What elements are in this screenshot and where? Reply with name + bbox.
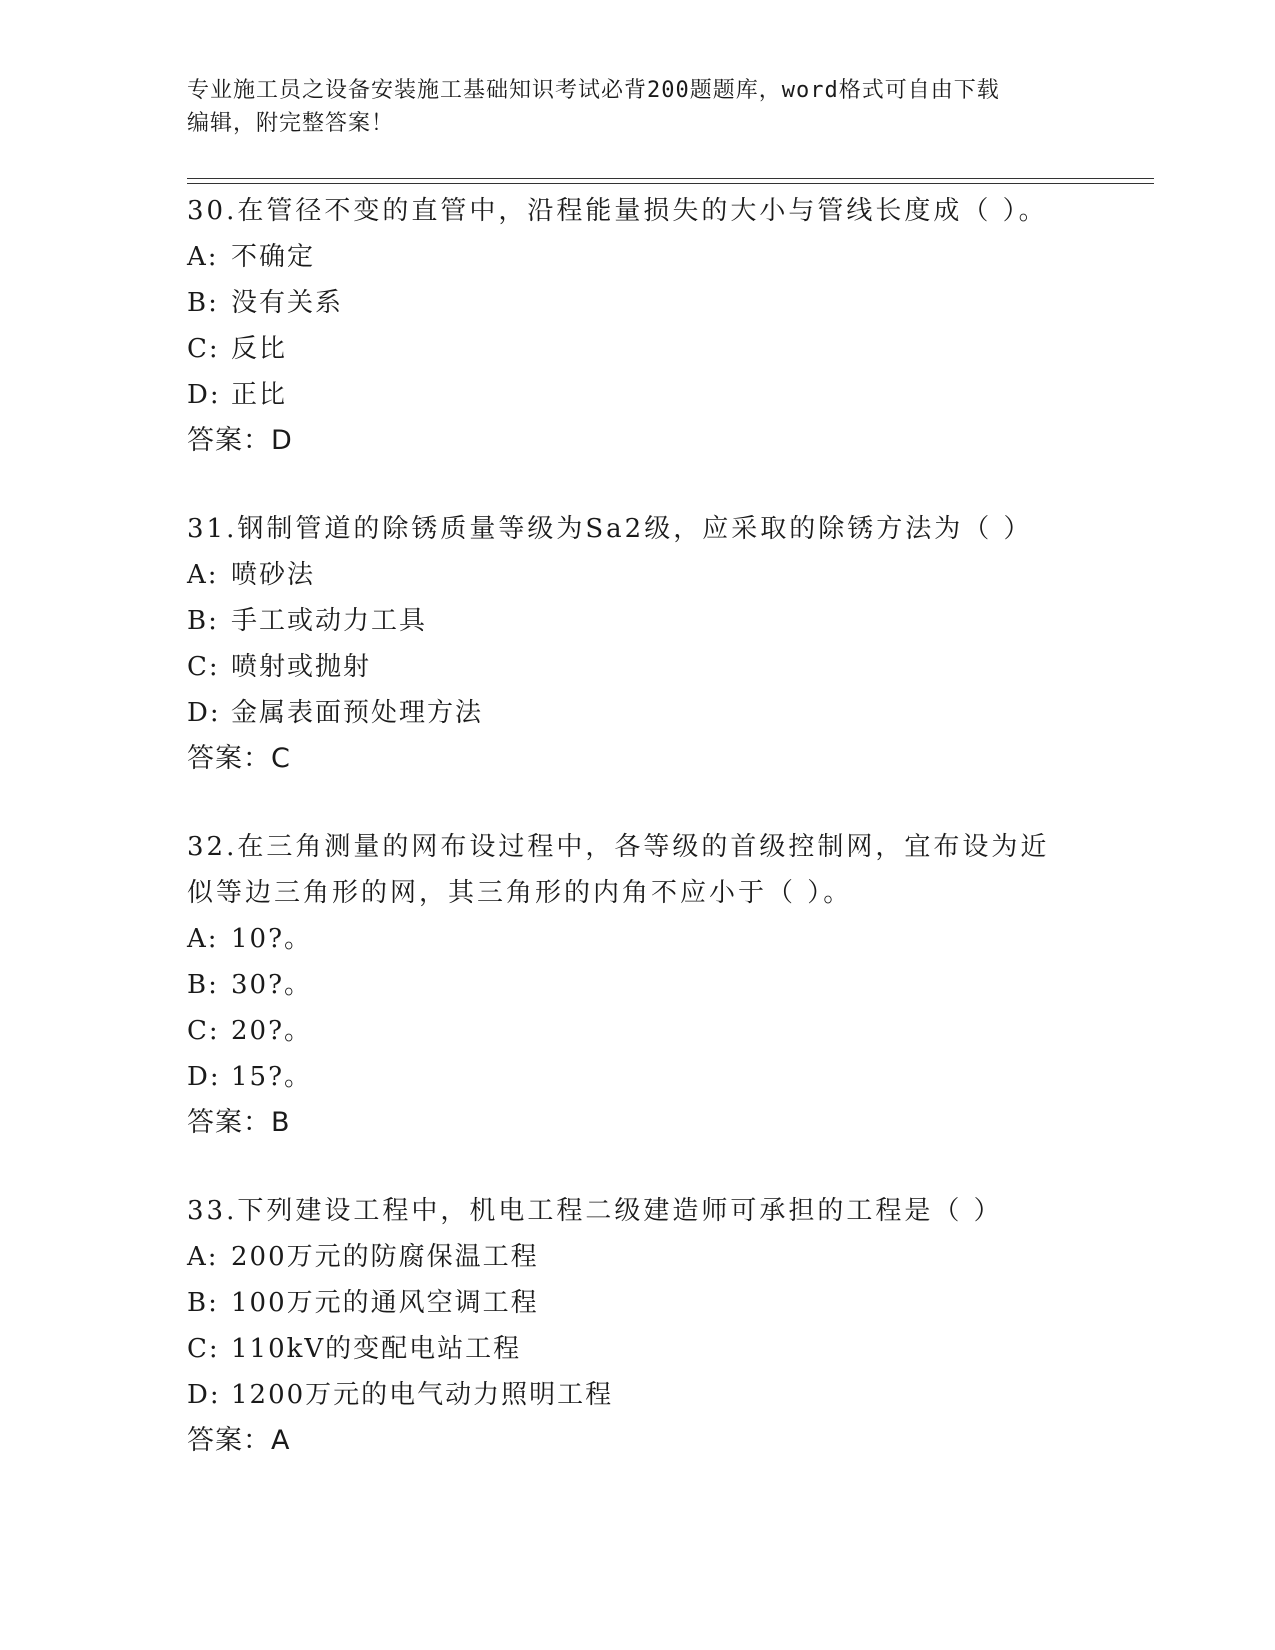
option-key: C: [187,652,220,682]
option-key: B: [187,970,219,1000]
answer-line: 答案：C [187,743,291,774]
option-text: 110kV的变配电站工程 [231,1334,522,1364]
option-text: 10?。 [231,924,313,954]
option-c [187,326,1087,372]
document-header [187,74,1067,140]
option-b [187,1280,1087,1326]
spacer [187,1146,1087,1188]
question-stem: 32.在三角测量的网布设过程中，各等级的首级控制网，宜布设为近似等边三角形的网，其三角形的内角不应小于（ ）。 [187,832,1050,908]
spacer [187,464,1087,506]
option-text: 没有关系 [231,288,344,318]
option-d [187,1372,1087,1418]
answer-line: 答案：A [187,1425,291,1456]
question-stem: 30.在管径不变的直管中，沿程能量损失的大小与管线长度成（ ）。 [187,196,1048,226]
option-key: A: [187,560,219,590]
spacer [187,782,1087,824]
option-c [187,644,1087,690]
option-a [187,234,1087,280]
option-key: B: [187,606,219,636]
question-stem: 31.钢制管道的除锈质量等级为Sa2级，应采取的除锈方法为（ ） [187,514,1033,544]
option-key: D: [187,1380,221,1410]
option-text: 200万元的防腐保温工程 [231,1242,539,1272]
option-a [187,1234,1087,1280]
option-key: D: [187,380,221,410]
question-list [187,188,1087,1464]
question-30 [187,188,1087,464]
option-key: A: [187,924,219,954]
option-text: 金属表面预处理方法 [231,698,484,728]
option-text: 不确定 [231,242,316,272]
option-b [187,962,1087,1008]
option-d [187,1054,1087,1100]
question-33 [187,1188,1087,1464]
option-text: 手工或动力工具 [231,606,428,636]
header-divider-bottom [187,183,1154,184]
question-31 [187,506,1087,782]
question-stem: 33.下列建设工程中，机电工程二级建造师可承担的工程是（ ） [187,1196,1003,1226]
option-text: 20?。 [231,1016,313,1046]
option-key: C: [187,1334,220,1364]
option-b [187,280,1087,326]
option-a [187,552,1087,598]
answer-line: 答案：D [187,425,293,456]
option-text: 喷砂法 [231,560,316,590]
question-32 [187,824,1087,1146]
header-line-1: 专业施工员之设备安装施工基础知识考试必背200题题库，word格式可自由下载 [187,78,1000,103]
option-key: D: [187,1062,221,1092]
option-c [187,1326,1087,1372]
answer-line: 答案：B [187,1107,291,1138]
header-divider-top [187,178,1154,179]
option-a [187,916,1087,962]
option-key: A: [187,1242,219,1272]
option-key: C: [187,334,220,364]
option-text: 100万元的通风空调工程 [231,1288,539,1318]
option-d [187,372,1087,418]
option-d [187,690,1087,736]
option-key: B: [187,288,219,318]
option-c [187,1008,1087,1054]
header-line-2: 编辑，附完整答案！ [187,111,395,136]
option-text: 30?。 [231,970,313,1000]
option-text: 1200万元的电气动力照明工程 [231,1380,614,1410]
option-key: A: [187,242,219,272]
option-key: D: [187,698,221,728]
option-b [187,598,1087,644]
option-text: 15?。 [231,1062,313,1092]
option-text: 正比 [231,380,288,410]
option-text: 反比 [231,334,288,364]
option-text: 喷射或抛射 [231,652,372,682]
option-key: B: [187,1288,219,1318]
option-key: C: [187,1016,220,1046]
